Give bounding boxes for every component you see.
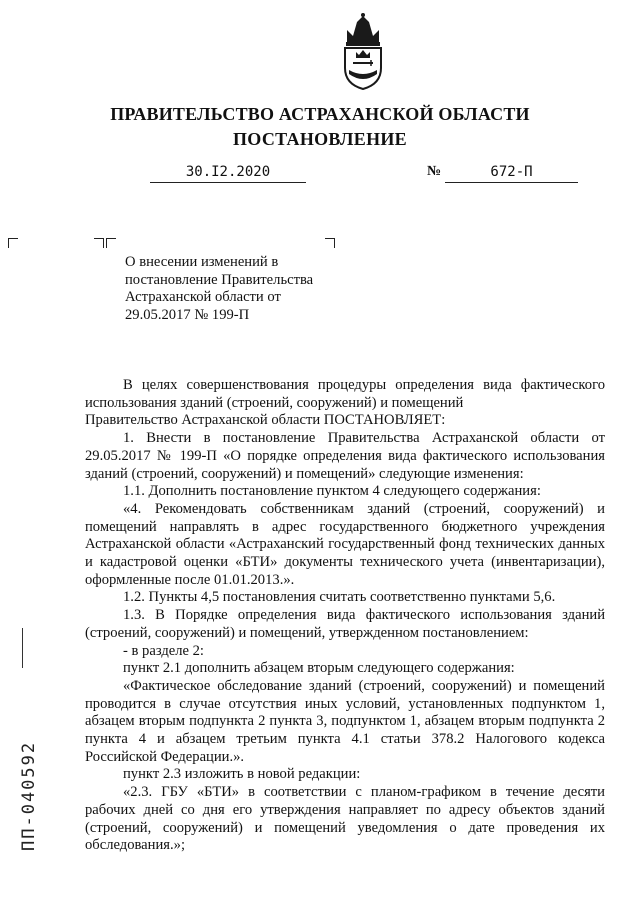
subject-line: Астраханской области от <box>125 289 281 306</box>
corner-mark <box>94 238 104 248</box>
body-paragraph: «2.3. ГБУ «БТИ» в соответствии с планом-графиком в течение десяти рабочих дней со дня его утверждения направляет по адресу объектов зданий (строений, сооружений) и помещений уведомления о дате проведения их обследования.»; <box>85 784 605 854</box>
body-paragraph: 1.3. В Порядке определения вида фактического использования зданий (строений, сооружений) и помещений, утвержденном постановлением: <box>85 607 605 641</box>
body-paragraph: 1.2. Пункты 4,5 постановления считать соответственно пунктами 5,6. <box>123 589 556 606</box>
subject-line: О внесении изменений в <box>125 254 279 270</box>
corner-mark <box>106 238 116 248</box>
body-paragraph: «4. Рекомендовать собственникам зданий (строений, сооружений) и помещений направлять в адрес государственного бюджетного учреждения Астраханской области «Астраханский государственный фонд технических данных и кадастровой оценки «БТИ» документы технического учета (инвентаризации), оформленные после 01.01.2013.». <box>85 500 605 588</box>
body-paragraph: пункт 2.1 дополнить абзацем вторым следующего содержания: <box>123 660 515 677</box>
form-serial-number <box>12 705 42 853</box>
subject-line: 29.05.2017 № 199-П <box>125 306 250 323</box>
body-paragraph: «Фактическое обследование зданий (строений, сооружений) и помещений проводится в случае отсутствия иных условий, установленных подпунктом 1, абзацем вторым подпункта 2 пункта 3, подпунктом 1, абзацем вторым подпункта 2 пункта 4 и абзацем третьим пункта 4.1 статьи 378.2 Налогового кодекса Российской Федерации.». <box>85 677 605 765</box>
body-paragraph: Правительство Астраханской области ПОСТАНОВЛЯЕТ: <box>85 412 446 429</box>
document-type: ПОСТАНОВЛЕНИЕ <box>233 129 407 149</box>
corner-mark <box>325 238 335 248</box>
body-paragraph: 1.1. Дополнить постановление пунктом 4 следующего содержания: <box>123 483 541 500</box>
svg-text:ПП-040592: ПП-040592 <box>19 740 39 851</box>
body-paragraph: 1. Внести в постановление Правительства Астраханской области от 29.05.2017 № 199-П «О порядке определения вида фактического использования зданий (строений, сооружений) и помещений» следующие изменения: <box>85 430 605 482</box>
margin-mark <box>22 628 23 668</box>
astrakhan-coat-of-arms-icon <box>341 12 385 90</box>
document-body <box>85 377 605 855</box>
document-subject <box>125 254 323 324</box>
organization-name: ПРАВИТЕЛЬСТВО АСТРАХАНСКОЙ ОБЛАСТИ <box>110 104 530 124</box>
document-date: 30.I2.2020 <box>150 164 306 183</box>
corner-mark <box>8 238 18 248</box>
body-paragraph: пункт 2.3 изложить в новой редакции: <box>123 766 361 783</box>
document-number: 672-П <box>445 164 578 183</box>
body-paragraph: В целях совершенствования процедуры определения вида фактического использования зданий (строений, сооружений) и помещений <box>85 377 605 411</box>
number-sign: № <box>427 164 442 179</box>
body-paragraph: - в разделе 2: <box>123 642 204 659</box>
subject-line: постановление Правительства <box>125 271 314 288</box>
